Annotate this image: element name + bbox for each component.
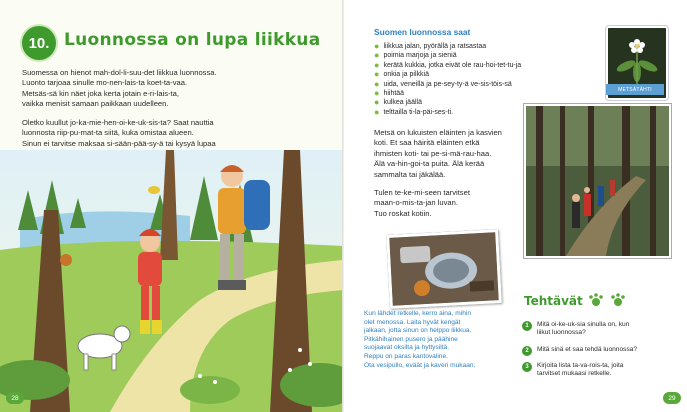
forest-hike-image (526, 106, 669, 256)
tip-line: suojaavat oksilta ja hyttysiltä. (364, 344, 450, 352)
text-line: koti. Et saa häiritä eläinten etkä (374, 138, 480, 148)
text-line: sammalta tai jäkälää. (374, 169, 446, 179)
text-line: tarvitset mukaasi retkelle. (537, 370, 612, 378)
list-item-text: kulkea jäällä (383, 99, 422, 107)
tasks-heading: Tehtävät (524, 294, 583, 308)
list-item-text: kerätä kukkia, jotka eivät ole rau-hoi-tet-tu-ja (383, 61, 522, 69)
hikers-illustration (0, 150, 343, 412)
text-line: Luonto tarjoaa sinulle mo-nen-lais-ta koet-ta-vaa. (22, 78, 188, 88)
list-item (374, 70, 584, 79)
text-line: Mitä oi-ke-uk-sia sinulla on, kun (537, 321, 630, 328)
tip-line: Ota vesipullo, eväät ja kaveri mukaan. (364, 361, 476, 369)
text-line: Kirjoita lista ta-va-rois-ta, joita (537, 362, 624, 369)
list-item (374, 80, 584, 89)
squirrel (60, 254, 72, 266)
text-line: Sinun ei tarvitse maksaa si-sään-pää-sy-ä tai kysyä lupaa (22, 138, 216, 148)
text-line: Oletko kuullut jo-ka-mie-hen-oi-ke-uk-sis-ta? Saat nauttia (22, 118, 214, 127)
right-page-number (663, 392, 681, 404)
left-page (0, 0, 343, 412)
list-item-text: hiihtää (383, 90, 405, 98)
text-line: Suomessa on hienot mah-dol-li-suu-det liikkua luonnossa. (22, 68, 217, 77)
list-item (374, 61, 584, 70)
list-item-text: uida, veneillä ja pe-sey-ty-ä ve-sis-töis-sä (383, 80, 512, 88)
fire-paragraph (374, 188, 524, 219)
tip-line: olet menossa. Laita hyvät kengät (364, 318, 461, 326)
task-number: 3 (522, 362, 532, 372)
list-item-text: onkia ja pilkkiä (383, 71, 429, 79)
list-item-text: telttailla ti-la-päi-ses-ti. (383, 108, 454, 116)
list-item-text: poimia marjoja ja sieniä (383, 52, 457, 60)
text-line: Metsäs-sä kin näet joka kerta jotain e-ri-lais-ta, (22, 88, 179, 98)
task-item-1 (522, 321, 672, 338)
tip-line: Pitkähihainen pusero ja päähine (364, 335, 458, 343)
text-line: Metsä on lukuisten eläinten ja kasvien (374, 128, 502, 137)
bullet-icon: ● (374, 59, 380, 70)
text-line: liikut luonnossa? (537, 329, 586, 337)
chapter-title: Luonnossa on lupa liikkua (64, 30, 321, 50)
text-line: Tulen te-ke-mi-seen tarvitset (374, 188, 470, 197)
text-line: maan-o-mis-ta-jan luvan. (374, 198, 458, 208)
campfire-image (389, 232, 498, 305)
tip-line: Kun lähdet retkelle, kerro aina, mihin (364, 310, 472, 317)
text-line: ihmisten koti- tai pe-si-mä-rau-haa. (374, 148, 492, 158)
left-page-number (6, 392, 24, 404)
task-number: 1 (522, 321, 532, 331)
text-line: Mitä sinä et saa tehdä luonnossa? (537, 346, 638, 353)
tip-line: Reppu on paras kantovaline. (364, 352, 448, 360)
bullet-icon: ● (374, 106, 380, 117)
hiking-tips-box (364, 310, 514, 370)
rights-heading: Suomen luonnossa saat (374, 27, 471, 37)
flower-caption: METSÄTÄHTI (606, 84, 664, 95)
bird (148, 186, 160, 194)
page-number-text: 29 (668, 394, 676, 402)
task-item-3 (522, 362, 672, 379)
bullet-icon: ● (374, 97, 380, 108)
forest-hike-photo (524, 104, 671, 258)
bullet-icon: ● (374, 88, 380, 99)
text-line: Tuo roskat kotiin. (374, 208, 432, 218)
text-line: Älä va-hin-goi-ta puita. Älä kerää (374, 159, 485, 169)
page-number-text: 28 (11, 394, 19, 402)
bullet-icon: ● (374, 78, 380, 89)
list-item-text: liikkua jalan, pyörällä ja ratsastaa (383, 43, 487, 50)
paw-print-icon (588, 292, 632, 308)
task-text (537, 362, 623, 379)
task-text (537, 321, 629, 338)
bullet-icon: ● (374, 41, 380, 51)
text-line: luonnosta riip-pu-mat-ta siitä, kuka omistaa alueen. (22, 128, 194, 138)
bullet-icon: ● (374, 50, 380, 61)
list-item (374, 89, 584, 98)
text-line: vaikka menisit samaan paikkaan uudelleen. (22, 99, 169, 109)
bullet-icon: ● (374, 69, 380, 80)
task-text (537, 346, 637, 356)
list-item (374, 51, 584, 60)
chapter-number-badge (22, 26, 56, 60)
task-item-2 (522, 346, 672, 356)
list-item (374, 42, 584, 51)
right-page (344, 0, 687, 412)
task-number: 2 (522, 346, 532, 356)
chapter-number: 10. (28, 34, 50, 52)
campfire-photo (386, 229, 502, 309)
intro-paragraph (22, 68, 272, 110)
tip-line: jalkaan, jotta sinun on helppo liikkua. (364, 327, 472, 335)
